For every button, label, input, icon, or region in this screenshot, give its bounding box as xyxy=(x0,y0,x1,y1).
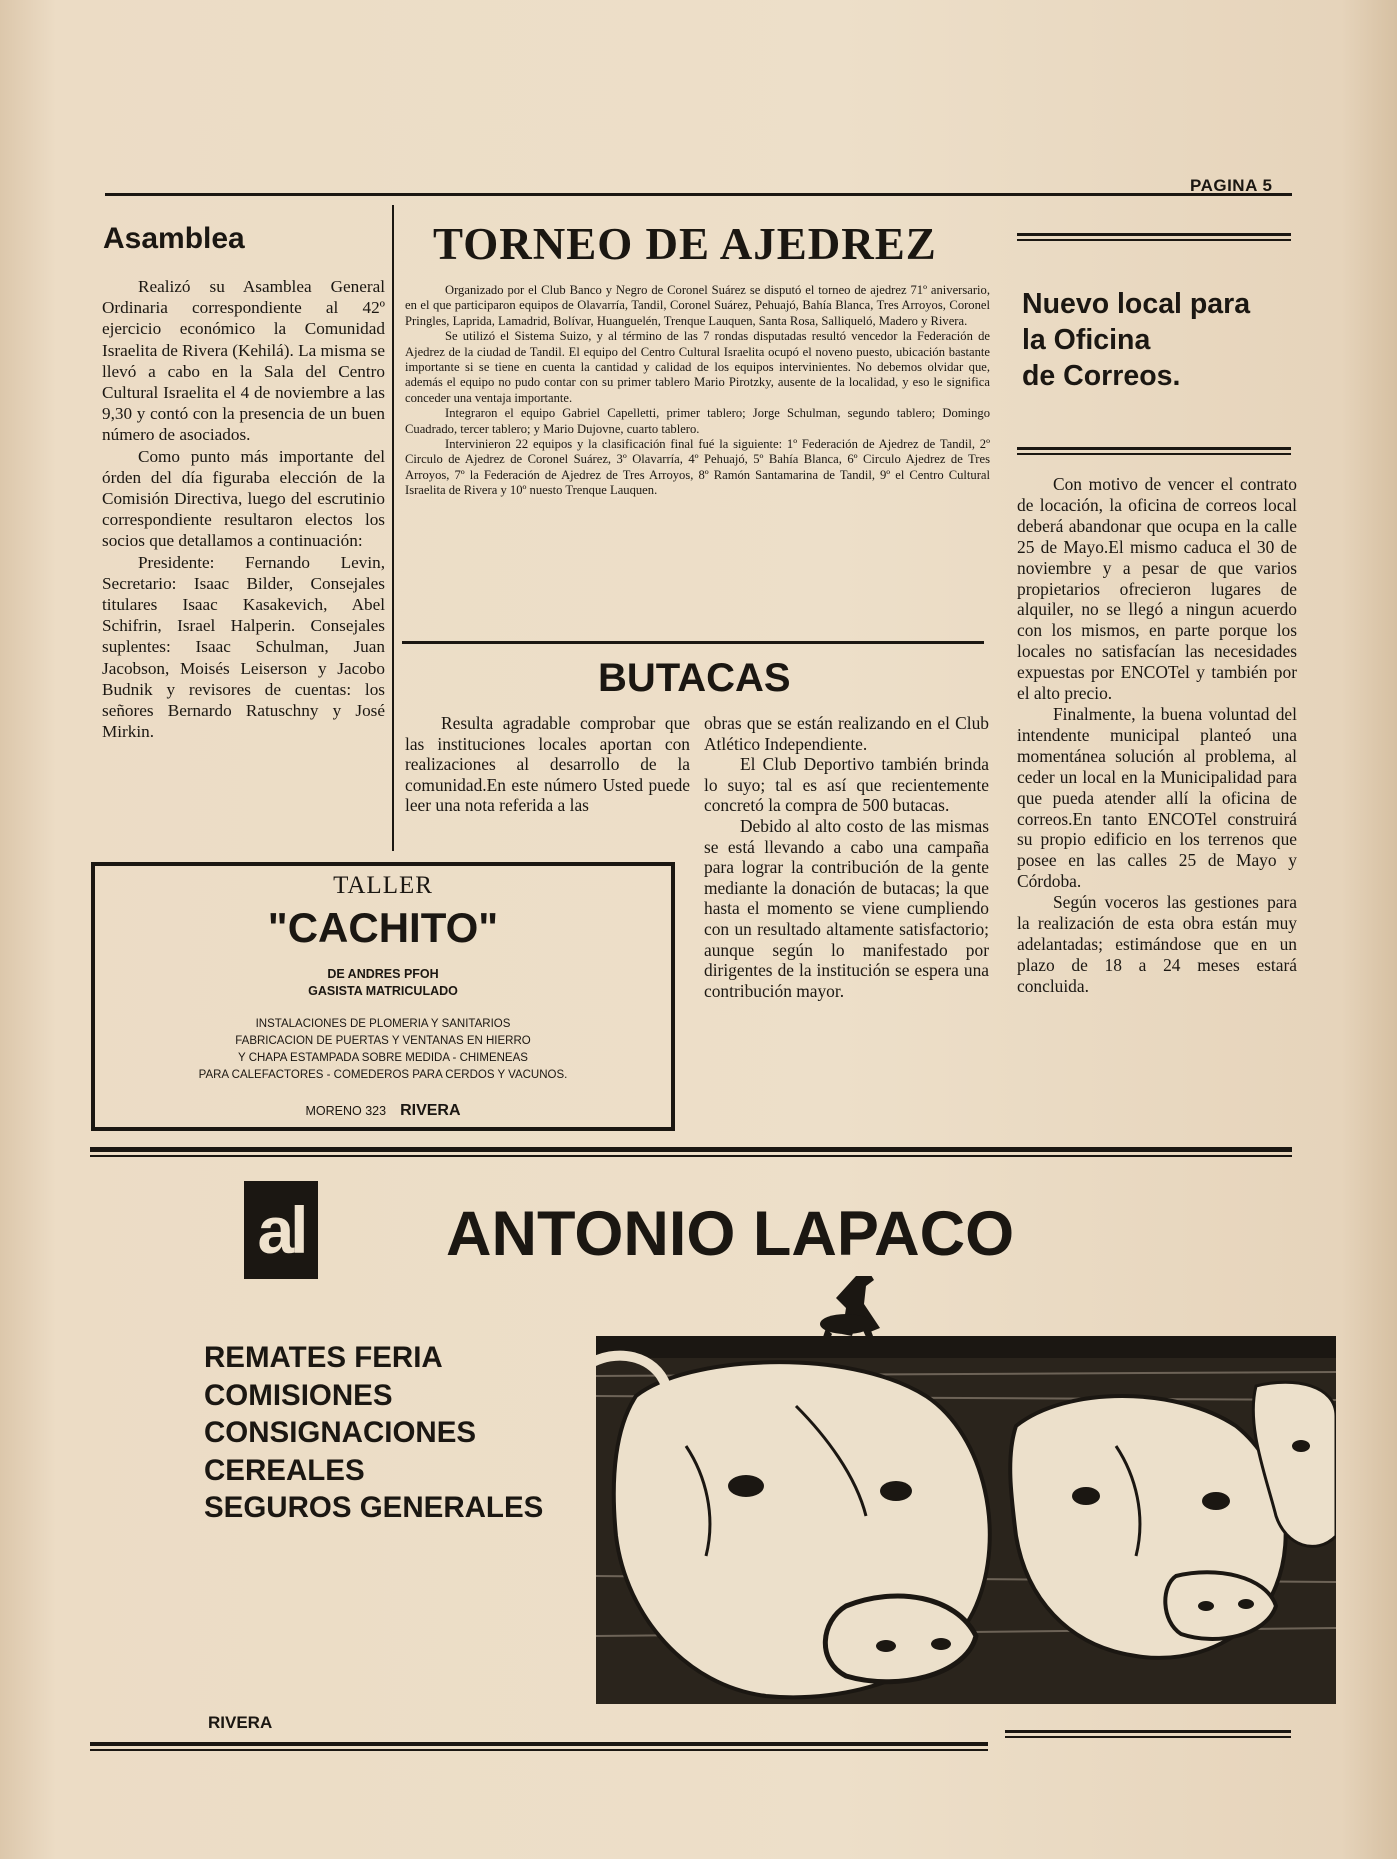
correos-body xyxy=(1017,474,1297,997)
correos-title-line: Nuevo local para xyxy=(1022,288,1251,320)
asamblea-body xyxy=(102,276,385,742)
torneo-paragraph: Organizado por el Club Banco y Negro de Coronel Suárez se disputó el torneo de ajedrez 71º aniversario, en el que participaron equipos de Olavarría, Tandil, Coronel Suárez, Pehuajó, Bahía Blanca, Tres Arroyos, Coronel Pringles, Laprida, Lamadrid, Bolívar, Huanguelén, Trenque Lauquen, Santa Rosa, Salliqueló, Madero y Rivera. xyxy=(405,283,990,328)
bottom-rule xyxy=(90,1742,988,1746)
asamblea-paragraph: Presidente: Fernando Levin, Secretario: Isaac Bilder, Consejales titulares Isaac Kasakevich, Abel Schifrin, Israel Halperin. Consejales suplentes: Isaac Schulman, Juan Jacobson, Moisés Leiserson y Jacobo Budnik y revisores de cuentas: los señores Bernardo Ratuschny y José Mirkin. xyxy=(102,552,385,742)
section-separator xyxy=(90,1147,1292,1152)
butacas-column-2 xyxy=(704,713,989,1001)
taller-cachito-ad xyxy=(91,862,675,1131)
correos-title-line: de Correos. xyxy=(1022,360,1181,392)
cattle-illustration xyxy=(596,1276,1336,1704)
lapaco-service: SEGUROS GENERALES xyxy=(204,1491,544,1524)
lapaco-logo: al xyxy=(244,1181,318,1279)
correos-top-rule xyxy=(1017,239,1291,241)
lapaco-services xyxy=(204,1339,543,1527)
correos-top-rule xyxy=(1017,233,1291,236)
butacas-column-1 xyxy=(405,713,690,816)
correos-title xyxy=(1022,286,1322,394)
torneo-bottom-rule xyxy=(402,641,984,644)
torneo-paragraph: Se utilizó el Sistema Suizo, y al término de las 7 rondas disputadas resultó vencedor la Federación de Ajedrez de la ciudad de Tandil. El equipo del Centro Cultural Israelita ocupó el noveno puesto, ubicación bastante importante si se tiene en cuenta la cantidad y calidad de los equipos intervinientes. No debemos olvidar que, además el equipo no pudo contar con su primer tablero Mario Pirotzky, ausente de la localidad, y eso le significa conceder una ventaja importante. xyxy=(405,329,990,405)
taller-heading: TALLER xyxy=(333,872,433,899)
bottom-rule xyxy=(1005,1736,1291,1738)
correos-paragraph: Con motivo de vencer el contrato de locación, la oficina de correos local deberá abandonar que ocupa en la calle 25 de Mayo.El mismo caduca el 30 de noviembre y a pesar de que varios propietarios ofrecieron lugares de alquiler, no se llegó a ningun acuerdo con los mismos, en parte porque los locales no satisfacían las necesidades expuestas por ENCOTel y también por el alto precio. xyxy=(1017,474,1297,704)
lapaco-name: ANTONIO LAPACO xyxy=(446,1199,1015,1269)
butacas-paragraph: Resulta agradable comprobar que las instituciones locales aportan con realizaciones al desarrollo de la comunidad.En este número Usted puede leer una nota referida a las xyxy=(405,713,690,816)
taller-address: MORENO 323 xyxy=(305,1104,387,1118)
taller-service: Y CHAPA ESTAMPADA SOBRE MEDIDA - CHIMENEAS xyxy=(238,1052,528,1064)
header-rule xyxy=(105,193,1292,196)
lapaco-town: RIVERA xyxy=(208,1713,273,1732)
taller-name: "CACHITO" xyxy=(267,904,499,951)
correos-mid-rule xyxy=(1017,447,1291,450)
correos-paragraph: Según voceros las gestiones para la realización de esta obra están muy adelantadas; estimándose que en un plazo de 18 a 24 meses estará concluida. xyxy=(1017,892,1297,996)
section-separator xyxy=(90,1155,1292,1157)
taller-credential: GASISTA MATRICULADO xyxy=(308,984,458,998)
butacas-title: BUTACAS xyxy=(598,656,791,700)
torneo-body xyxy=(405,283,990,499)
page-number: PAGINA 5 xyxy=(1190,176,1273,195)
torneo-paragraph: Intervinieron 22 equipos y la clasificación final fué la siguiente: 1º Federación de Ajedrez de Tandil, 2º Circulo de Ajedrez de Coronel Suárez, 3º Olavarría, 4º Pehuajó, 5º Bahía Blanca, 6º Circulo Ajedrez de Tres Arroyos, 7º la Federación de Ajedrez de Tres Arroyos, 8º Ramón Santamarina de Tandil, 9º el Centro Cultural Israelita de Rivera y 10º nuesto Trenque Lauquen. xyxy=(405,437,990,498)
lapaco-service: CONSIGNACIONES xyxy=(204,1416,477,1449)
taller-address-line xyxy=(95,1102,671,1120)
asamblea-paragraph: Como punto más importante del órden del día figuraba elección de la Comisión Directiva, luego del escrutinio correspondiente resultaron electos los socios que detallamos a continuación: xyxy=(102,446,385,551)
lapaco-service: COMISIONES xyxy=(204,1378,393,1412)
correos-paragraph: Finalmente, la buena voluntad del intendente municipal planteó una momentánea solución al problema, al ceder un local en la Municipalidad para que pueda atender allí la oficina de correos.En tanto ENCOTel construirá su propio edificio en los terrenos que posee en las calles 25 de Mayo y Córdoba. xyxy=(1017,703,1297,892)
bottom-rule xyxy=(1005,1730,1291,1733)
correos-mid-rule xyxy=(1017,453,1291,455)
asamblea-paragraph: Realizó su Asamblea General Ordinaria correspondiente al 42º ejercicio económico la Comunidad Israelita de Rivera (Kehilá). La misma se llevó a cabo en la Sala del Centro Cultural Israelita el 4 de noviembre a las 9,30 y contó con la presencia de un buen número de asociados. xyxy=(102,277,385,445)
bottom-rule xyxy=(90,1749,988,1751)
taller-owner: DE ANDRES PFOH xyxy=(327,967,439,981)
column-divider xyxy=(392,205,394,851)
lapaco-service: REMATES FERIA xyxy=(204,1341,443,1374)
torneo-title: TORNEO DE AJEDREZ xyxy=(433,219,937,269)
taller-service: INSTALACIONES DE PLOMERIA Y SANITARIOS xyxy=(255,1018,511,1030)
butacas-paragraph: obras que se están realizando en el Club Atlético Independiente. xyxy=(704,713,989,754)
taller-service: FABRICACION DE PUERTAS Y VENTANAS EN HIERRO xyxy=(235,1035,531,1047)
butacas-paragraph: Debido al alto costo de las mismas se está llevando a cabo una campaña para lograr la contribución de la gente mediante la donación de butacas; la que hasta el momento se viene cumpliendo con un resultado altamente satisfactorio; aunque según lo manifestado por dirigentes de la institución se espera una contribución mayor. xyxy=(704,815,989,1001)
taller-service: PARA CALEFACTORES - COMEDEROS PARA CERDOS Y VACUNOS. xyxy=(198,1069,568,1081)
taller-town: RIVERA xyxy=(400,1102,461,1119)
asamblea-title: Asamblea xyxy=(103,222,245,255)
torneo-paragraph: Integraron el equipo Gabriel Capelletti, primer tablero; Jorge Schulman, segundo tablero; Domingo Cuadrado, tercer tablero; y Mario Dujovne, cuarto tablero. xyxy=(405,406,990,436)
lapaco-service: CEREALES xyxy=(204,1453,365,1487)
correos-title-line: la Oficina xyxy=(1022,324,1151,356)
butacas-paragraph: El Club Deportivo también brinda lo suyo; tal es así que recientemente concretó la compra de 500 butacas. xyxy=(704,754,989,816)
